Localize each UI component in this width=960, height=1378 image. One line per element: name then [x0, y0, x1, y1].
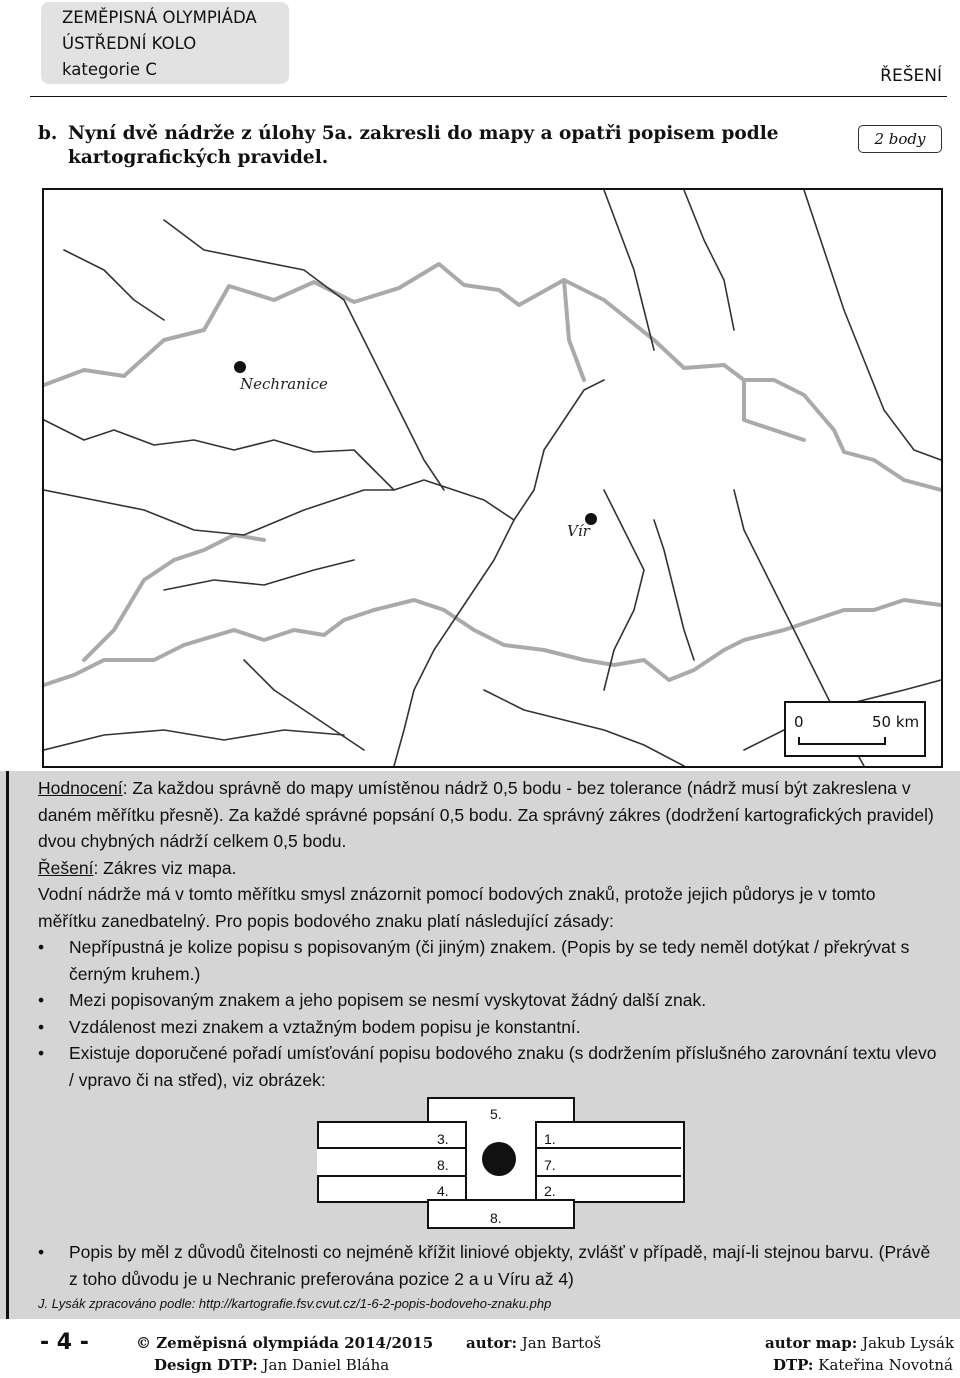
footer-map-author: autor map: Jakub Lysák — [765, 1334, 955, 1352]
header-box — [41, 2, 289, 84]
header-round: ÚSTŘEDNÍ KOLO — [62, 34, 197, 53]
pos-label: 4. — [437, 1183, 449, 1199]
footer-author: autor: Jan Bartoš — [466, 1334, 602, 1352]
scale-fifty: 50 km — [872, 713, 920, 731]
footer — [0, 1320, 960, 1378]
diagram-point-symbol — [482, 1142, 516, 1176]
header-title: ZEMĚPISNÁ OLYMPIÁDA — [62, 8, 257, 27]
points-badge: 2 body — [858, 125, 942, 153]
header-category: kategorie C — [62, 60, 157, 79]
rule-item: • Popis by měl z důvodů čitelnosti co nejméně křížit liniové objekty, zvlášť v případě, mají-li stejnou barvu. (Právě z toho důvodu je u Nechranic preferována pozice 2 a u Víru až 4) — [38, 1239, 938, 1292]
rule-item: • Vzdálenost mezi znakem a vztažným bodem popisu je konstantní. — [38, 1014, 938, 1041]
vir-label: Vír — [567, 522, 590, 540]
footer-design: Design DTP: Jan Daniel Bláha — [154, 1356, 390, 1374]
pos-label: 3. — [437, 1131, 449, 1147]
hodnoceni-text: : Za každou správně do mapy umístěnou nádrž 0,5 bodu - bez tolerance (nádrž musí být zakreslena v daném měřítku přesně). Za každé správné popsání 0,5 bodu. Za správný zákres (dodržení kartografických pravidel) dvou chybných nádrží celkem 0,5 bodu. — [38, 778, 934, 851]
panel-rule — [6, 771, 9, 1319]
rule-item: • Mezi popisovaným znakem a jeho popisem se nesmí vyskytovat žádný další znak. — [38, 987, 938, 1014]
rules-list-2 — [38, 1239, 938, 1292]
reseni-label: Řešení — [38, 857, 94, 878]
evaluation-body — [38, 775, 938, 1292]
map-drawing — [44, 190, 941, 766]
pos-label: 8. — [437, 1157, 449, 1173]
label-position-diagram — [38, 1097, 938, 1239]
hodnoceni-paragraph — [38, 775, 938, 855]
nechranice-label: Nechranice — [240, 375, 328, 393]
task-letter: b. — [38, 123, 58, 144]
pos-label: 7. — [544, 1157, 556, 1173]
rule-item: • Existuje doporučené pořadí umísťování popisu bodového znaku (s dodržením příslušného zarovnání textu vlevo / vpravo či na střed), viz obrázek: — [38, 1040, 938, 1093]
pos-label: 8. — [490, 1210, 502, 1226]
divider — [30, 96, 947, 97]
rule-item: • Nepřípustná je kolize popisu s popisovaným (či jiným) znakem. (Popis by se tedy neměl dotýkat / překrývat s černým kruhem.) — [38, 934, 938, 987]
pos-label: 5. — [490, 1106, 502, 1122]
rules-intro: Vodní nádrže má v tomto měřítku smysl znázornit pomocí bodových znaků, protože jejich půdorys je v tomto měřítku zanedbatelný. Pro popis bodového znaku platí následující zásady: — [38, 884, 876, 931]
rivers — [44, 190, 941, 766]
rules-list — [38, 934, 938, 1093]
scale-zero: 0 — [794, 713, 804, 731]
pos-label: 2. — [544, 1183, 556, 1199]
map — [42, 188, 943, 768]
page-number: - 4 - — [40, 1330, 89, 1355]
hodnoceni-label: Hodnocení — [38, 778, 123, 798]
source-credit: J. Lysák zpracováno podle: http://kartografie.fsv.cvut.cz/1-6-2-popis-bodoveho-znaku.php — [38, 1296, 552, 1311]
pos-label: 1. — [544, 1131, 556, 1147]
evaluation-panel — [0, 771, 960, 1319]
scale-line — [798, 737, 886, 745]
reseni-paragraph — [38, 855, 938, 882]
footer-dtp: DTP: Kateřina Novotná — [773, 1356, 953, 1374]
solution-tag: ŘEŠENÍ — [880, 66, 942, 86]
nechranice-marker — [234, 361, 246, 373]
scale-bar — [784, 701, 926, 757]
reseni-text: : Zákres viz mapa. — [93, 857, 237, 878]
task-text: Nyní dvě nádrže z úlohy 5a. zakresli do mapy a opatři popisem podle kartografických pravidel. — [68, 123, 779, 168]
footer-copyright: © Zeměpisná olympiáda 2014/2015 — [136, 1334, 434, 1352]
borders — [44, 264, 941, 685]
